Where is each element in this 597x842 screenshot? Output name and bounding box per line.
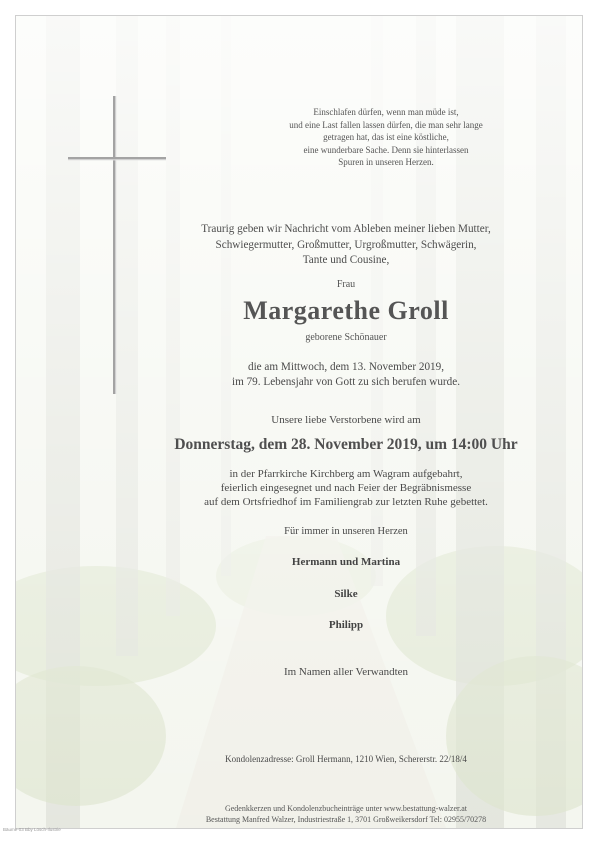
motto-poem: [286, 106, 486, 169]
cross-icon: [68, 96, 168, 396]
footer-line: Bestattung Manfred Walzer, Industriestraße 1, 3701 Großweikersdorf Tel: 02955/70278: [205, 814, 487, 824]
birth-name: geborene Schönauer: [305, 332, 387, 343]
death-details: [166, 360, 526, 390]
deceased-name: Margarethe Groll: [243, 296, 449, 325]
announcement-intro: [166, 222, 526, 269]
funeral-line: in der Pfarrkirche Kirchberg am Wagram aufgebahrt,: [229, 468, 463, 480]
mourner-name: Philipp: [328, 619, 364, 631]
intro-line: Tante und Cousine,: [302, 254, 390, 266]
motto-line: Einschlafen dürfen, wenn man müde ist,: [313, 107, 459, 117]
image-credit: Bäume-03 Bby Lösch-Ilustrie: [3, 827, 61, 832]
intro-line: Traurig geben wir Nachricht vom Ableben meiner lieben Mutter,: [201, 223, 491, 235]
intro-line: Schwiegermutter, Großmutter, Urgroßmutter, Schwägerin,: [215, 238, 477, 251]
obituary-notice: [15, 15, 583, 829]
motto-line: und eine Last fallen lassen dürfen, die man sehr lange: [289, 119, 483, 130]
salutation: Frau: [336, 279, 356, 290]
condolence-address: Kondolenzadresse: Groll Hermann, 1210 Wien, Schererstr. 22/18/4: [225, 754, 467, 764]
funeral-details: [166, 467, 526, 509]
death-line: im 79. Lebensjahr von Gott zu sich berufen wurde.: [231, 376, 461, 388]
funeral-intro: Unsere liebe Verstorbene wird am: [271, 414, 421, 426]
mourners-intro: Für immer in unseren Herzen: [284, 526, 408, 537]
motto-line: eine wunderbare Sache. Denn sie hinterlassen: [303, 144, 469, 155]
funeral-home-footer: [166, 804, 526, 825]
mourners-closing: Im Namen aller Verwandten: [283, 666, 409, 678]
funeral-line: feierlich eingesegnet und nach Feier der Begräbnismesse: [220, 482, 472, 494]
footer-line: Gedenkkerzen und Kondolenzbucheinträge unter www.bestattung-walzer.at: [224, 804, 468, 813]
death-line: die am Mittwoch, dem 13. November 2019,: [247, 361, 445, 373]
mourner-name: Hermann und Martina: [291, 556, 401, 568]
funeral-date: Donnerstag, dem 28. November 2019, um 14:00 Uhr: [174, 436, 518, 453]
mourner-name: Silke: [334, 588, 358, 600]
motto-line: Spuren in unseren Herzen.: [338, 157, 434, 167]
motto-line: getragen hat, das ist eine köstliche,: [323, 132, 449, 142]
funeral-line: auf dem Ortsfriedhof im Familiengrab zur letzten Ruhe gebettet.: [204, 496, 488, 508]
